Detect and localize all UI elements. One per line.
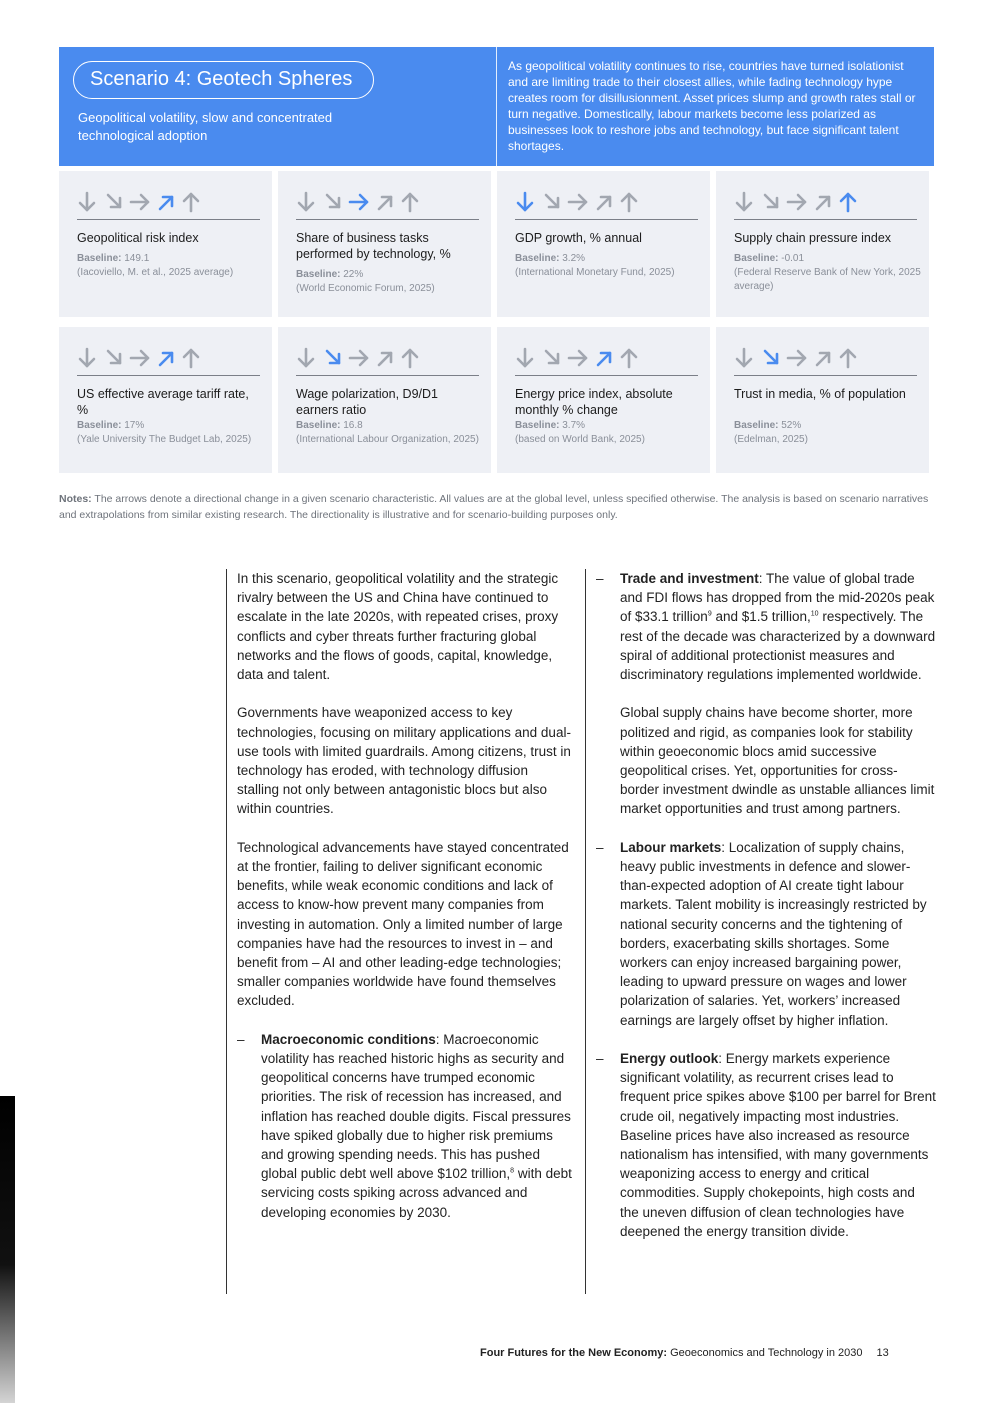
baseline-source: (International Monetary Fund, 2025): [515, 267, 675, 278]
arrow-scale: [77, 345, 260, 376]
arrow-scale-icons: [515, 345, 645, 371]
baseline-label: Baseline:: [77, 420, 122, 431]
edge-bar: [0, 1096, 15, 1403]
indicator-card: [278, 327, 491, 473]
baseline-label: Baseline:: [515, 253, 560, 264]
bullet-text: and $1.5 trillion,: [711, 609, 811, 625]
bullet-dash: –: [237, 1031, 245, 1047]
bullet-macroeconomic: [237, 1030, 572, 1222]
indicator-label: Wage polarization, D9/D1 earners ratio: [296, 387, 438, 417]
bullet-title: Macroeconomic conditions: [261, 1031, 436, 1047]
bullet-text: Global supply chains have become shorter, more politized and rigid, as companies look for stability within geoeconomic blocs amid successive geopolitical crises. Yet, opportunities for cross-border investment dwindle as unstable alliances limit market opportunities and trust among partners.: [620, 705, 935, 817]
column-rule-right: [585, 569, 586, 1294]
bullet-text: : Energy markets experience significant volatility, as recurrent crises lead to frequent price spikes above $100 per barrel for Brent crude oil, negatively impacting most industries. Baseline prices have also increased as resource nationalism has intensified, with many governments weaponizing access to energy and critical commodities. Supply chokepoints, high costs and the uneven diffusion of clean technologies have deepened the energy transition divide.: [620, 1051, 936, 1239]
arrow-scale: [734, 189, 917, 220]
bullet-title: Labour markets: [620, 839, 722, 855]
baseline-source: (Edelman, 2025): [734, 434, 808, 445]
indicator-baseline: [77, 252, 265, 280]
strong-decrease-arrow-icon: [80, 349, 94, 366]
page-footer: [480, 1346, 940, 1360]
arrow-scale-icons: [296, 345, 426, 371]
strong-increase-arrow-icon: [841, 194, 855, 211]
increase-arrow-icon: [598, 197, 610, 209]
baseline-source: (World Economic Forum, 2025): [296, 283, 435, 294]
strong-increase-arrow-icon: [622, 194, 636, 211]
body-column-right: [596, 569, 936, 1260]
bullet-dash: –: [596, 571, 604, 586]
bullet-title: Trade and investment: [620, 571, 759, 586]
baseline-label: Baseline:: [734, 420, 779, 431]
decrease-arrow-icon: [108, 195, 120, 207]
strong-increase-arrow-icon: [841, 350, 855, 367]
bullet-labour: [596, 838, 936, 1030]
stable-arrow-icon: [788, 351, 805, 365]
decrease-arrow-icon: [765, 195, 777, 207]
bullet-text: : The value of global trade and FDI flows has dropped from the mid-2020s peak of $33.1 trillion: [620, 571, 935, 625]
indicator-baseline: [515, 419, 703, 447]
strong-decrease-arrow-icon: [299, 349, 313, 366]
footer-title: Geoeconomics and Technology in 2030: [667, 1347, 863, 1359]
bullet-text: : Macroeconomic volatility has reached historic highs as security and geopolitical concerns have trumped economic priorities. The risk of recession has increased, and inflation has reached double digits. Fiscal pressures have spiked globally due to higher risk premiums and growing spending needs. This has pushed global public debt well above $102 trillion,: [261, 1031, 571, 1182]
arrow-scale: [734, 345, 917, 376]
arrow-scale-icons: [734, 345, 864, 371]
stable-arrow-icon: [569, 195, 586, 209]
indicator-baseline: [296, 268, 484, 296]
strong-increase-arrow-icon: [184, 194, 198, 211]
arrow-scale-icons: [77, 345, 207, 371]
indicator-card: [497, 327, 710, 473]
scenario-subtitle: Geopolitical volatility, slow and concentrated technological adoption: [78, 110, 333, 143]
banner-divider: [496, 47, 497, 166]
baseline-value: 16.8: [343, 420, 363, 431]
stable-arrow-icon: [569, 351, 586, 365]
strong-decrease-arrow-icon: [518, 193, 532, 210]
indicator-label: Energy price index, absolute monthly % change: [515, 387, 673, 417]
bullet-trade-continued: [596, 703, 936, 818]
bullet-trade: [596, 569, 936, 684]
strong-increase-arrow-icon: [403, 350, 417, 367]
indicator-label: US effective average tariff rate, %: [77, 387, 249, 417]
scenario-banner: [59, 47, 934, 166]
baseline-value: 22%: [343, 269, 364, 280]
strong-decrease-arrow-icon: [299, 193, 313, 210]
strong-decrease-arrow-icon: [80, 193, 94, 210]
arrow-scale-icons: [296, 189, 426, 215]
indicator-card: [278, 171, 491, 317]
baseline-source: (Federal Reserve Bank of New York, 2025 average): [734, 267, 921, 292]
baseline-value: 149.1: [124, 253, 150, 264]
indicator-label: Share of business tasks performed by technology, %: [296, 231, 451, 261]
increase-arrow-icon: [160, 197, 172, 209]
decrease-arrow-icon: [546, 351, 558, 363]
indicator-baseline: [515, 252, 703, 280]
indicator-label: Supply chain pressure index: [734, 231, 892, 245]
stable-arrow-icon: [350, 351, 367, 365]
indicator-card: [716, 327, 929, 473]
strong-increase-arrow-icon: [403, 194, 417, 211]
baseline-source: (Yale University The Budget Lab, 2025): [77, 434, 252, 445]
bullet-text: : Localization of supply chains, heavy public investments in defence and slower-than-expected adoption of AI create tight labour markets. Talent mobility is increasingly restricted by national security concerns and the tightening of borders, exacerbating skills shortages. Some workers can enjoy increased bargaining power, leading to upward pressure on wages and lower polarization of salaries. Yet, workers’ increased earnings are largely offset by higher inflation.: [620, 839, 927, 1028]
increase-arrow-icon: [817, 197, 829, 209]
arrow-scale-icons: [77, 189, 207, 215]
strong-decrease-arrow-icon: [518, 349, 532, 366]
notes-text: The arrows denote a directional change in a given scenario characteristic. All values are at the global level, unless specified otherwise. The analysis is based on scenario narratives and extrapolations from similar existing research. The directionality is illustrative and for scenario-building purposes only.: [59, 493, 929, 521]
column-rule-left: [226, 569, 227, 1294]
banner-left-panel: [59, 47, 496, 166]
indicator-baseline: [734, 419, 922, 447]
bullet-dash: –: [596, 1051, 604, 1067]
bullet-energy: [596, 1049, 936, 1241]
bullet-text: respectively. The rest of the decade was characterized by a downward spiral of additional protectionist measures and discriminatory regulations implemented worldwide.: [620, 609, 936, 683]
indicator-card: [59, 171, 272, 317]
baseline-source: (Iacoviello, M. et al., 2025 average): [77, 267, 234, 278]
increase-arrow-icon: [379, 197, 391, 209]
strong-increase-arrow-icon: [622, 350, 636, 367]
increase-arrow-icon: [598, 353, 610, 365]
indicator-label: GDP growth, % annual: [515, 231, 642, 245]
stable-arrow-icon: [131, 351, 148, 365]
increase-arrow-icon: [817, 353, 829, 365]
baseline-label: Baseline:: [515, 420, 560, 431]
bullet-dash: –: [596, 839, 604, 855]
body-column-left: [237, 569, 572, 1241]
bullet-title: Energy outlook: [620, 1051, 719, 1067]
strong-decrease-arrow-icon: [737, 349, 751, 366]
strong-decrease-arrow-icon: [737, 193, 751, 210]
stable-arrow-icon: [350, 195, 367, 209]
baseline-value: 3.7%: [562, 420, 586, 431]
indicator-baseline: [77, 419, 265, 447]
decrease-arrow-icon: [765, 351, 777, 363]
baseline-value: 52%: [781, 420, 802, 431]
footer-title-bold: Four Futures for the New Economy:: [480, 1347, 668, 1359]
baseline-label: Baseline:: [77, 253, 122, 264]
scenario-title: Scenario 4: Geotech Spheres: [73, 61, 374, 99]
baseline-source: (based on World Bank, 2025): [515, 434, 645, 445]
arrow-scale: [296, 189, 479, 220]
footnote-ref: 10: [810, 610, 819, 618]
baseline-value: -0.01: [781, 253, 805, 264]
body-paragraph: Technological advancements have stayed concentrated at the frontier, failing to deliver significant economic benefits, while weak economic conditions and lack of access to know-how prevent many companies from investing in automation. Only a limited number of large companies have had the resources to invest in – and benefit from – AI and other leading-edge technologies; smaller companies worldwide have found themselves excluded.: [237, 839, 569, 1009]
footnote-ref: 9: [707, 610, 712, 618]
indicator-label: Trust in media, % of population: [734, 387, 906, 401]
indicator-card: [59, 327, 272, 473]
decrease-arrow-icon: [327, 195, 339, 207]
bullet-text: with debt servicing costs spiking across advanced and developing economies by 2030.: [261, 1166, 572, 1220]
indicator-baseline: [734, 252, 922, 294]
indicator-card: [716, 171, 929, 317]
arrow-scale: [296, 345, 479, 376]
decrease-arrow-icon: [546, 195, 558, 207]
arrow-scale: [515, 345, 698, 376]
arrow-scale: [77, 189, 260, 220]
decrease-arrow-icon: [327, 351, 339, 363]
arrow-scale-icons: [515, 189, 645, 215]
indicator-label: Geopolitical risk index: [77, 231, 199, 245]
scenario-description: As geopolitical volatility continues to rise, countries have turned isolationist and are limiting trade to their closest allies, while fading technology hype creates room for disillusionment. Asset prices slump and growth rates stall or turn negative. Domestically, labour markets become less polarized as businesses look to reshore jobs and technology, but face significant talent shortages.: [508, 59, 916, 153]
indicator-baseline: [296, 419, 484, 447]
notes-label: Notes:: [59, 493, 92, 505]
stable-arrow-icon: [131, 195, 148, 209]
baseline-label: Baseline:: [734, 253, 779, 264]
body-paragraph: Governments have weaponized access to key technologies, focusing on military applications and dual-use tools with limited guardrails. Among citizens, trust in technology has eroded, with technology diffusion stalling not only between antagonistic blocs but also within countries.: [237, 705, 571, 817]
footnote-ref: 8: [510, 1167, 515, 1175]
increase-arrow-icon: [379, 353, 391, 365]
page-number: 13: [876, 1347, 889, 1359]
decrease-arrow-icon: [108, 351, 120, 363]
indicator-card: [497, 171, 710, 317]
arrow-scale-icons: [734, 189, 864, 215]
baseline-value: 3.2%: [562, 253, 586, 264]
baseline-value: 17%: [124, 420, 145, 431]
baseline-source: (International Labour Organization, 2025): [296, 434, 479, 445]
increase-arrow-icon: [160, 353, 172, 365]
stable-arrow-icon: [788, 195, 805, 209]
baseline-label: Baseline:: [296, 420, 341, 431]
body-paragraph: In this scenario, geopolitical volatility and the strategic rivalry between the US and China have continued to escalate in the late 2020s, with repeated crises, proxy conflicts and cyber threats further fracturing global networks and the flows of goods, capital, knowledge, data and talent.: [237, 571, 559, 683]
notes: [59, 491, 939, 523]
baseline-label: Baseline:: [296, 269, 341, 280]
strong-increase-arrow-icon: [184, 350, 198, 367]
arrow-scale: [515, 189, 698, 220]
